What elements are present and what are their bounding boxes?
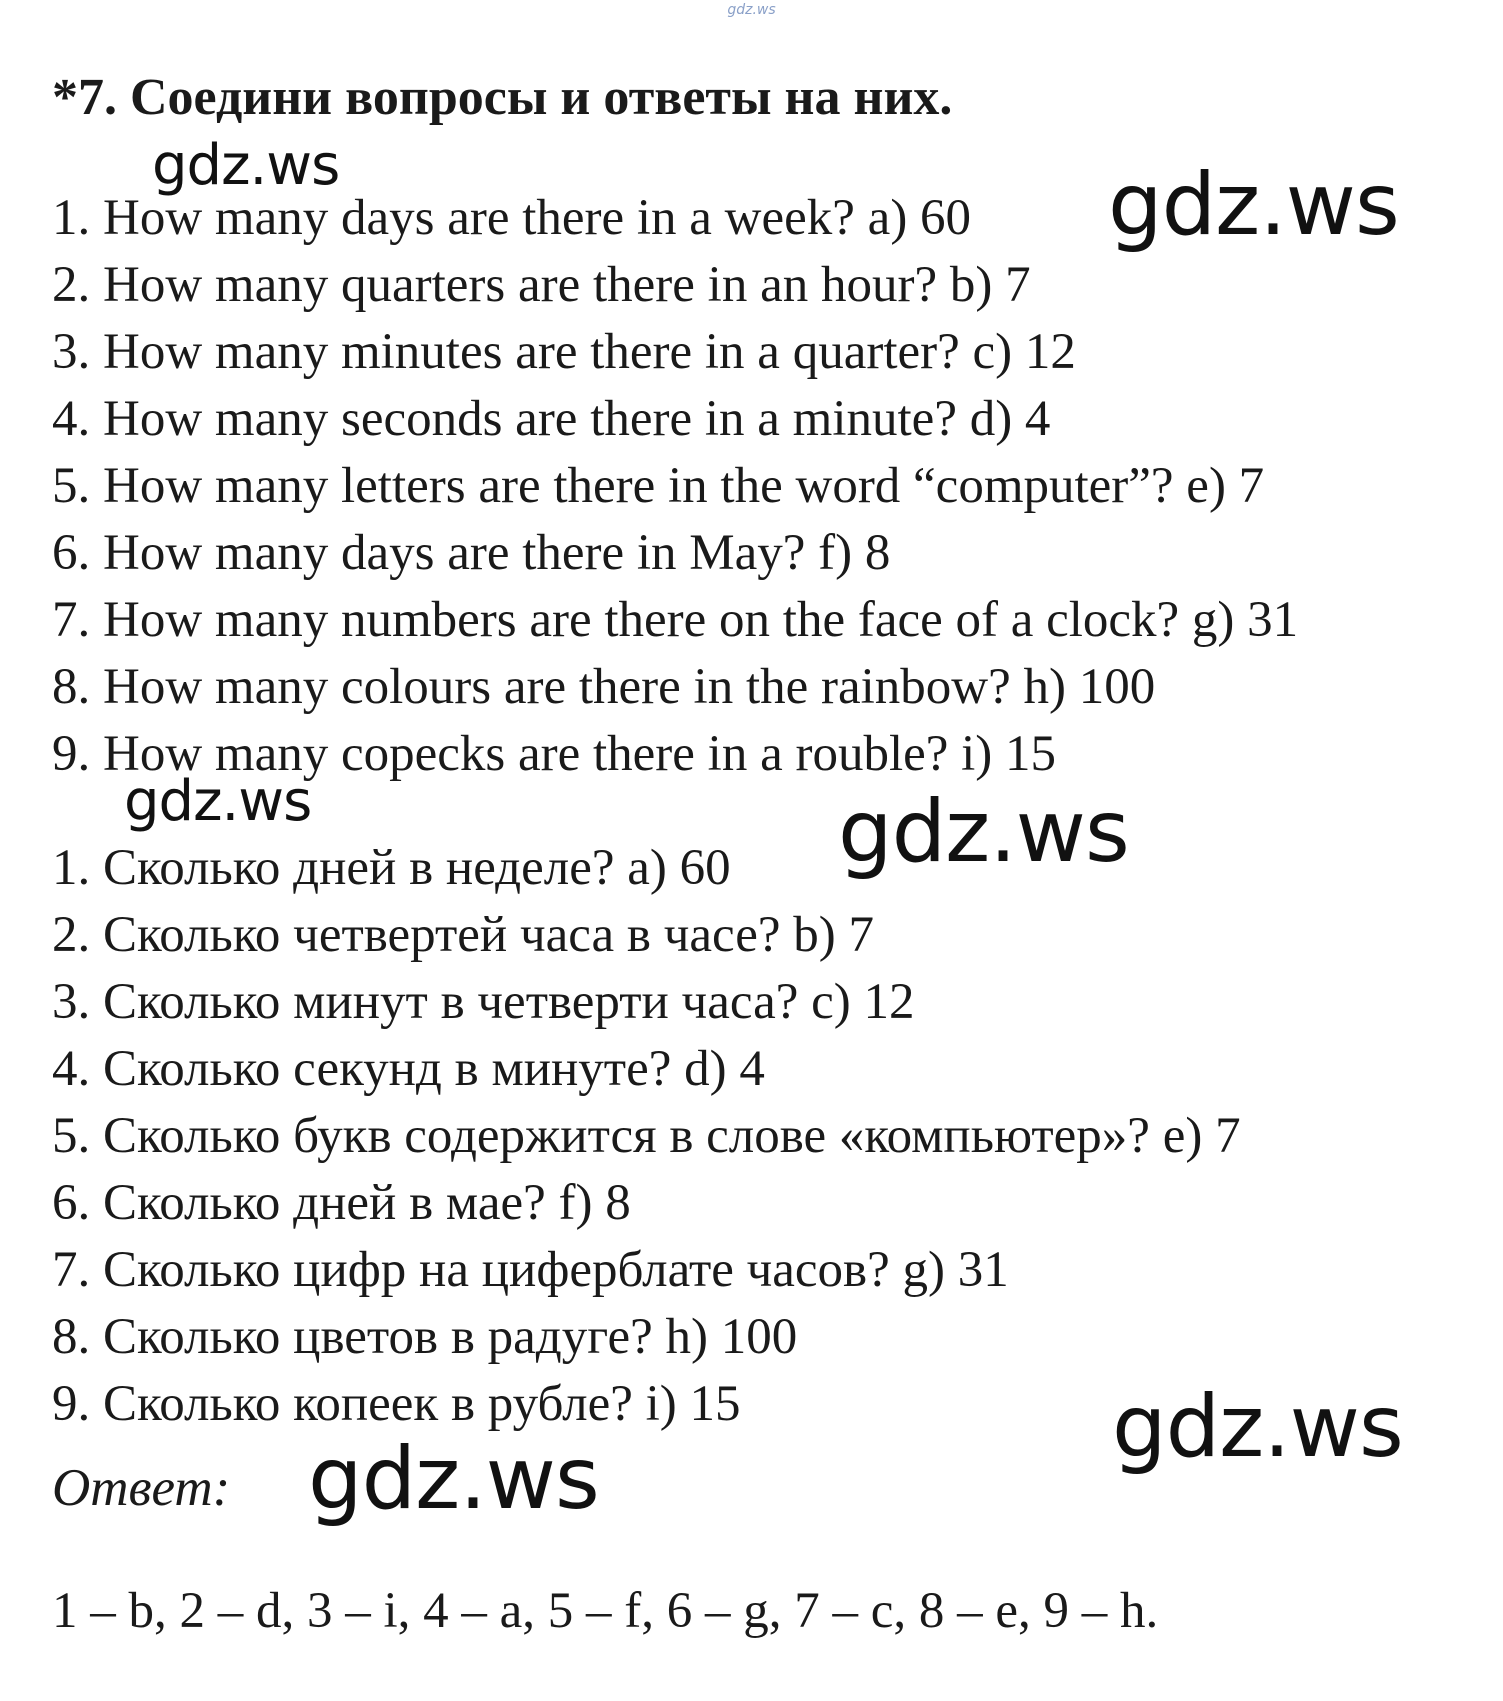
- russian-question-8: 8. Сколько цветов в радуге? h) 100: [52, 1309, 798, 1365]
- exercise-title: *7. Соедини вопросы и ответы на них.: [52, 69, 953, 126]
- english-question-1: 1. How many days are there in a week? a) 60: [52, 190, 972, 246]
- english-question-9: 9. How many copecks are there in a rouble? i) 15: [52, 726, 1057, 782]
- site-watermark-top: gdz.ws: [727, 2, 776, 18]
- english-question-6: 6. How many days are there in May? f) 8: [52, 525, 891, 581]
- russian-question-1: 1. Сколько дней в неделе? a) 60: [52, 840, 731, 896]
- russian-question-5: 5. Сколько букв содержится в слове «компьютер»? e) 7: [52, 1108, 1241, 1164]
- watermark: gdz.ws: [1112, 1377, 1403, 1477]
- english-question-7: 7. How many numbers are there on the face of a clock? g) 31: [52, 592, 1299, 648]
- watermark: gdz.ws: [124, 769, 312, 834]
- russian-question-2: 2. Сколько четвертей часа в часе? b) 7: [52, 907, 875, 963]
- russian-question-9: 9. Сколько копеек в рубле? i) 15: [52, 1376, 741, 1432]
- watermark: gdz.ws: [838, 782, 1129, 882]
- russian-question-7: 7. Сколько цифр на циферблате часов? g) 31: [52, 1242, 1009, 1298]
- english-question-5: 5. How many letters are there in the word “computer”? e) 7: [52, 458, 1265, 514]
- russian-question-3: 3. Сколько минут в четверти часа? c) 12: [52, 974, 915, 1030]
- watermark: gdz.ws: [308, 1429, 599, 1529]
- english-question-3: 3. How many minutes are there in a quarter? c) 12: [52, 324, 1076, 380]
- english-question-2: 2. How many quarters are there in an hour? b) 7: [52, 257, 1031, 313]
- english-question-4: 4. How many seconds are there in a minute? d) 4: [52, 391, 1051, 447]
- watermark: gdz.ws: [1108, 155, 1399, 255]
- english-question-8: 8. How many colours are there in the rainbow? h) 100: [52, 659, 1156, 715]
- russian-question-4: 4. Сколько секунд в минуте? d) 4: [52, 1041, 765, 1097]
- answer-text: 1 – b, 2 – d, 3 – i, 4 – a, 5 – f, 6 – g, 7 – c, 8 – e, 9 – h.: [52, 1583, 1159, 1639]
- russian-question-6: 6. Сколько дней в мае? f) 8: [52, 1175, 631, 1231]
- watermark: gdz.ws: [152, 133, 340, 198]
- answer-label: Ответ:: [52, 1459, 231, 1517]
